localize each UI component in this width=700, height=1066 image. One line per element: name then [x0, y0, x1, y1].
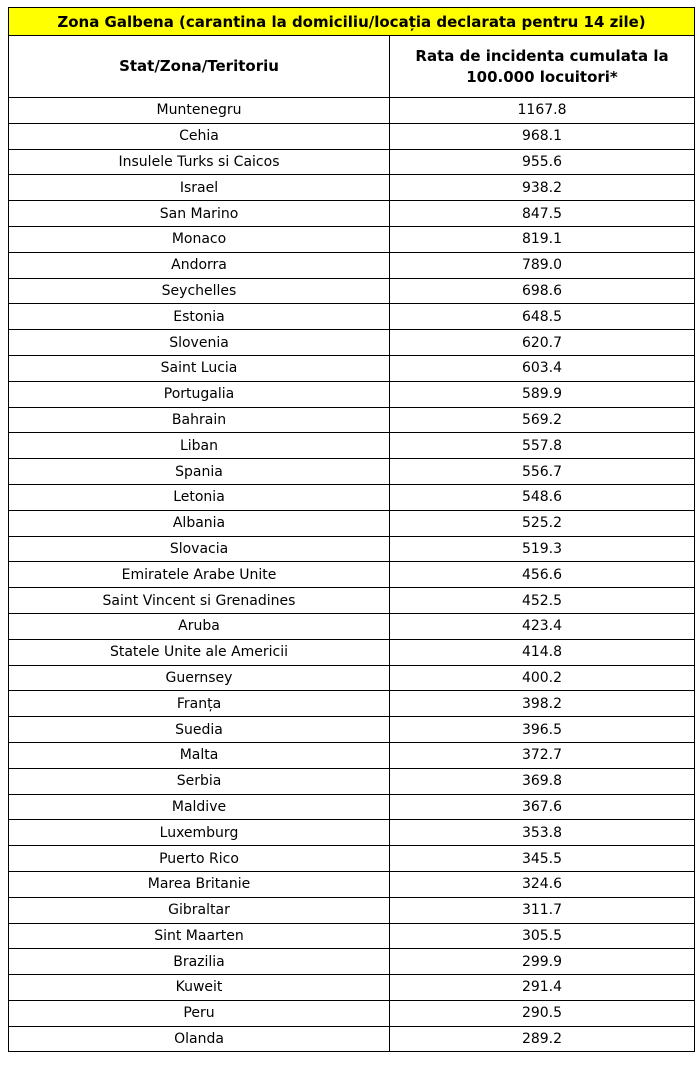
- rate-cell: 557.8: [390, 433, 695, 459]
- country-cell: Saint Vincent si Grenadines: [9, 588, 390, 614]
- rate-cell: 698.6: [390, 278, 695, 304]
- rate-cell: 290.5: [390, 1000, 695, 1026]
- rate-cell: 289.2: [390, 1026, 695, 1052]
- table-row: [9, 588, 695, 614]
- rate-cell: 789.0: [390, 252, 695, 278]
- country-cell: Malta: [9, 742, 390, 768]
- rate-cell: 396.5: [390, 717, 695, 743]
- table-row: [9, 355, 695, 381]
- country-cell: Albania: [9, 510, 390, 536]
- country-cell: San Marino: [9, 201, 390, 227]
- table-row: [9, 149, 695, 175]
- table-row: [9, 175, 695, 201]
- table-row: [9, 691, 695, 717]
- country-cell: Slovacia: [9, 536, 390, 562]
- rate-cell: 847.5: [390, 201, 695, 227]
- rate-cell: 620.7: [390, 330, 695, 356]
- rate-cell: 938.2: [390, 175, 695, 201]
- country-cell: Marea Britanie: [9, 871, 390, 897]
- rate-cell: 367.6: [390, 794, 695, 820]
- country-cell: Peru: [9, 1000, 390, 1026]
- table-title: Zona Galbena (carantina la domiciliu/locația declarata pentru 14 zile): [9, 8, 695, 36]
- table-row: [9, 665, 695, 691]
- table-row: [9, 794, 695, 820]
- table-row: [9, 742, 695, 768]
- rate-cell: 556.7: [390, 459, 695, 485]
- country-cell: Slovenia: [9, 330, 390, 356]
- column-header-rate-line1: Rata de incidenta cumulata la: [415, 46, 669, 65]
- country-cell: Muntenegru: [9, 98, 390, 124]
- table-row: [9, 975, 695, 1001]
- rate-cell: 1167.8: [390, 98, 695, 124]
- table-row: [9, 304, 695, 330]
- table-row: [9, 1026, 695, 1052]
- column-header-rate: [390, 36, 695, 98]
- table-row: [9, 330, 695, 356]
- country-cell: Olanda: [9, 1026, 390, 1052]
- country-cell: Luxemburg: [9, 820, 390, 846]
- column-header-rate-line2: 100.000 locuitori*: [466, 67, 618, 86]
- table-row: [9, 201, 695, 227]
- country-cell: Andorra: [9, 252, 390, 278]
- country-cell: Gibraltar: [9, 897, 390, 923]
- country-cell: Estonia: [9, 304, 390, 330]
- country-cell: Portugalia: [9, 381, 390, 407]
- rate-cell: 648.5: [390, 304, 695, 330]
- rate-cell: 398.2: [390, 691, 695, 717]
- rate-cell: 525.2: [390, 510, 695, 536]
- rate-cell: 324.6: [390, 871, 695, 897]
- country-cell: Seychelles: [9, 278, 390, 304]
- country-cell: Sint Maarten: [9, 923, 390, 949]
- table-row: [9, 278, 695, 304]
- table-row: [9, 923, 695, 949]
- country-cell: Guernsey: [9, 665, 390, 691]
- country-cell: Aruba: [9, 613, 390, 639]
- table-row: [9, 252, 695, 278]
- rate-cell: 400.2: [390, 665, 695, 691]
- table-row: [9, 1000, 695, 1026]
- country-cell: Saint Lucia: [9, 355, 390, 381]
- country-cell: Puerto Rico: [9, 846, 390, 872]
- country-cell: Letonia: [9, 484, 390, 510]
- country-cell: Liban: [9, 433, 390, 459]
- rate-cell: 299.9: [390, 949, 695, 975]
- rate-cell: 589.9: [390, 381, 695, 407]
- rate-cell: 369.8: [390, 768, 695, 794]
- rate-cell: 456.6: [390, 562, 695, 588]
- table-row: [9, 510, 695, 536]
- table-row: [9, 949, 695, 975]
- country-cell: Israel: [9, 175, 390, 201]
- country-cell: Insulele Turks si Caicos: [9, 149, 390, 175]
- rate-cell: 819.1: [390, 226, 695, 252]
- table-row: [9, 639, 695, 665]
- table-row: [9, 459, 695, 485]
- rate-cell: 414.8: [390, 639, 695, 665]
- rate-cell: 968.1: [390, 123, 695, 149]
- rate-cell: 305.5: [390, 923, 695, 949]
- country-cell: Maldive: [9, 794, 390, 820]
- table-row: [9, 98, 695, 124]
- table-row: [9, 871, 695, 897]
- table-row: [9, 846, 695, 872]
- country-cell: Cehia: [9, 123, 390, 149]
- header-row: [9, 36, 695, 98]
- country-cell: Suedia: [9, 717, 390, 743]
- rate-cell: 345.5: [390, 846, 695, 872]
- table-row: [9, 897, 695, 923]
- rate-cell: 353.8: [390, 820, 695, 846]
- rate-cell: 291.4: [390, 975, 695, 1001]
- table-row: [9, 407, 695, 433]
- table-row: [9, 226, 695, 252]
- country-cell: Kuweit: [9, 975, 390, 1001]
- table-row: [9, 123, 695, 149]
- table-row: [9, 820, 695, 846]
- table-row: [9, 381, 695, 407]
- rate-cell: 548.6: [390, 484, 695, 510]
- country-cell: Spania: [9, 459, 390, 485]
- yellow-zone-table: [8, 7, 695, 1052]
- table-row: [9, 484, 695, 510]
- country-cell: Brazilia: [9, 949, 390, 975]
- table-row: [9, 562, 695, 588]
- table-row: [9, 613, 695, 639]
- rate-cell: 372.7: [390, 742, 695, 768]
- country-cell: Franța: [9, 691, 390, 717]
- country-cell: Monaco: [9, 226, 390, 252]
- rate-cell: 955.6: [390, 149, 695, 175]
- rate-cell: 423.4: [390, 613, 695, 639]
- rate-cell: 311.7: [390, 897, 695, 923]
- rate-cell: 603.4: [390, 355, 695, 381]
- table-row: [9, 536, 695, 562]
- title-row: [9, 8, 695, 36]
- table-row: [9, 433, 695, 459]
- country-cell: Serbia: [9, 768, 390, 794]
- rate-cell: 569.2: [390, 407, 695, 433]
- rate-cell: 452.5: [390, 588, 695, 614]
- country-cell: Statele Unite ale Americii: [9, 639, 390, 665]
- table-row: [9, 717, 695, 743]
- country-cell: Emiratele Arabe Unite: [9, 562, 390, 588]
- rate-cell: 519.3: [390, 536, 695, 562]
- column-header-country: Stat/Zona/Teritoriu: [9, 36, 390, 98]
- country-cell: Bahrain: [9, 407, 390, 433]
- table-row: [9, 768, 695, 794]
